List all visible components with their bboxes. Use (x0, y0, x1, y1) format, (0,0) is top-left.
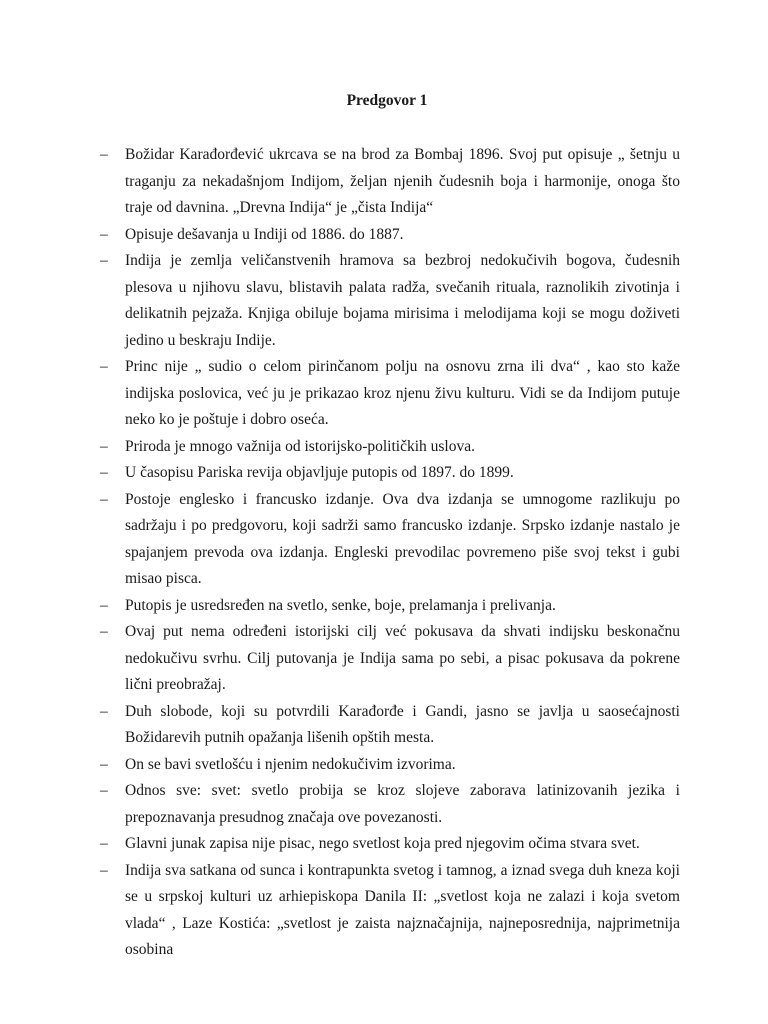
dash-bullet: – (100, 861, 108, 879)
dash-bullet: – (100, 464, 108, 481)
list-item-text: Odnos sve: svet: svetlo probija se kroz slojeve zaborava latinizovanih jezika i prepoznavanja presudnog značaja ove povezanosti. (125, 782, 680, 826)
list-item (0, 752, 768, 779)
bullet-list (0, 142, 768, 964)
dash-bullet: – (100, 490, 108, 508)
list-item (0, 778, 768, 831)
list-item-text: Indija je zemlja veličanstvenih hramova sa bezbroj nedokučivih bogova, čudesnih plesova u njihovu slavu, blistavih palata radža, svečanih rituala, raznolikih zivotinja i delikatnih pejzaža. Knjiga obiluje bojama mirisima i melodijama koji se mogu doživeti jedino u beskraju Indije. (125, 252, 680, 349)
dash-bullet: – (100, 146, 108, 163)
list-item (0, 699, 768, 752)
dash-bullet: – (100, 358, 108, 375)
list-item (0, 460, 768, 487)
dash-bullet: – (100, 252, 108, 269)
dash-bullet: – (100, 782, 108, 799)
list-item-text: Postoje englesko i francusko izdanje. Ova dva izdanja se umnogome razlikuju po sadržaju i po predgovoru, koji sadrži samo francusko izdanje. Srpsko izdanje nastalo je spajanjem prevoda ova izdanja. Engleski prevodilac povremeno piše svoj tekst i gubi misao pisca. (125, 490, 680, 587)
list-item-text: Putopis je usredsređen na svetlo, senke, boje, prelamanja i prelivanja. (125, 596, 556, 614)
list-item-text: Duh slobode, koji su potvrdili Karađorđe i Gandi, jasno se javlja u saosećajnosti Božidarevih putnih opažanja lišenih opštih mesta. (125, 702, 680, 746)
list-item (0, 858, 768, 964)
dash-bullet: – (100, 596, 108, 614)
page-title: Predgovor 1 (346, 92, 428, 109)
dash-bullet: – (100, 835, 108, 852)
dash-bullet: – (100, 437, 108, 455)
dash-bullet: – (100, 225, 108, 243)
dash-bullet: – (100, 755, 108, 773)
list-item-text: On se bavi svetlošću i njenim nedokučivim izvorima. (125, 755, 456, 773)
list-item (0, 354, 768, 434)
list-item-text: Princ nije „ sudio o celom pirinčanom polju na osnovu zrna ili dva“ , kao sto kaže indijska poslovica, već ju je prikazao kroz njenu živu kulturu. Vidi se da Indijom putuje neko ko je poštuje i dobro oseća. (125, 358, 680, 428)
list-item (0, 593, 768, 620)
dash-bullet: – (100, 623, 108, 640)
list-item (0, 434, 768, 461)
list-item-text: Opisuje dešavanja u Indiji od 1886. do 1887. (125, 225, 404, 243)
list-item (0, 248, 768, 354)
list-item-text: U časopisu Pariska revija objavljuje putopis od 1897. do 1899. (125, 464, 514, 481)
list-item-text: Priroda je mnogo važnija od istorijsko-političkih uslova. (125, 437, 475, 455)
list-item-text: Božidar Karađorđević ukrcava se na brod za Bombaj 1896. Svoj put opisuje „ šetnju u traganju za nekadašnjom Indijom, željan njenih čudesnih boja i harmonije, onoga što traje od davnina. „Drevna Indija“ je „čista Indija“ (125, 146, 680, 216)
list-item-text: Indija sva satkana od sunca i kontrapunkta svetog i tamnog, a iznad svega duh kneza koji se u srpskoj kulturi uz arhiepiskopa Danila II: „svetlost koja ne zalazi i koja svetom vlada“ , Laze Kostića: „svetlost je zaista najznačajnija, najneposrednija, najprimetnija osobina (125, 861, 680, 958)
list-item (0, 487, 768, 593)
list-item (0, 831, 768, 858)
list-item-text: Glavni junak zapisa nije pisac, nego svetlost koja pred njegovim očima stvara svet. (125, 835, 640, 852)
list-item (0, 619, 768, 699)
dash-bullet: – (100, 702, 108, 720)
list-item (0, 222, 768, 249)
list-item (0, 142, 768, 222)
list-item-text: Ovaj put nema određeni istorijski cilj već pokusava da shvati indijsku beskonačnu nedokučivu svrhu. Cilj putovanja je Indija sama po sebi, a pisac pokusava da pokrene lični preobražaj. (125, 623, 680, 693)
